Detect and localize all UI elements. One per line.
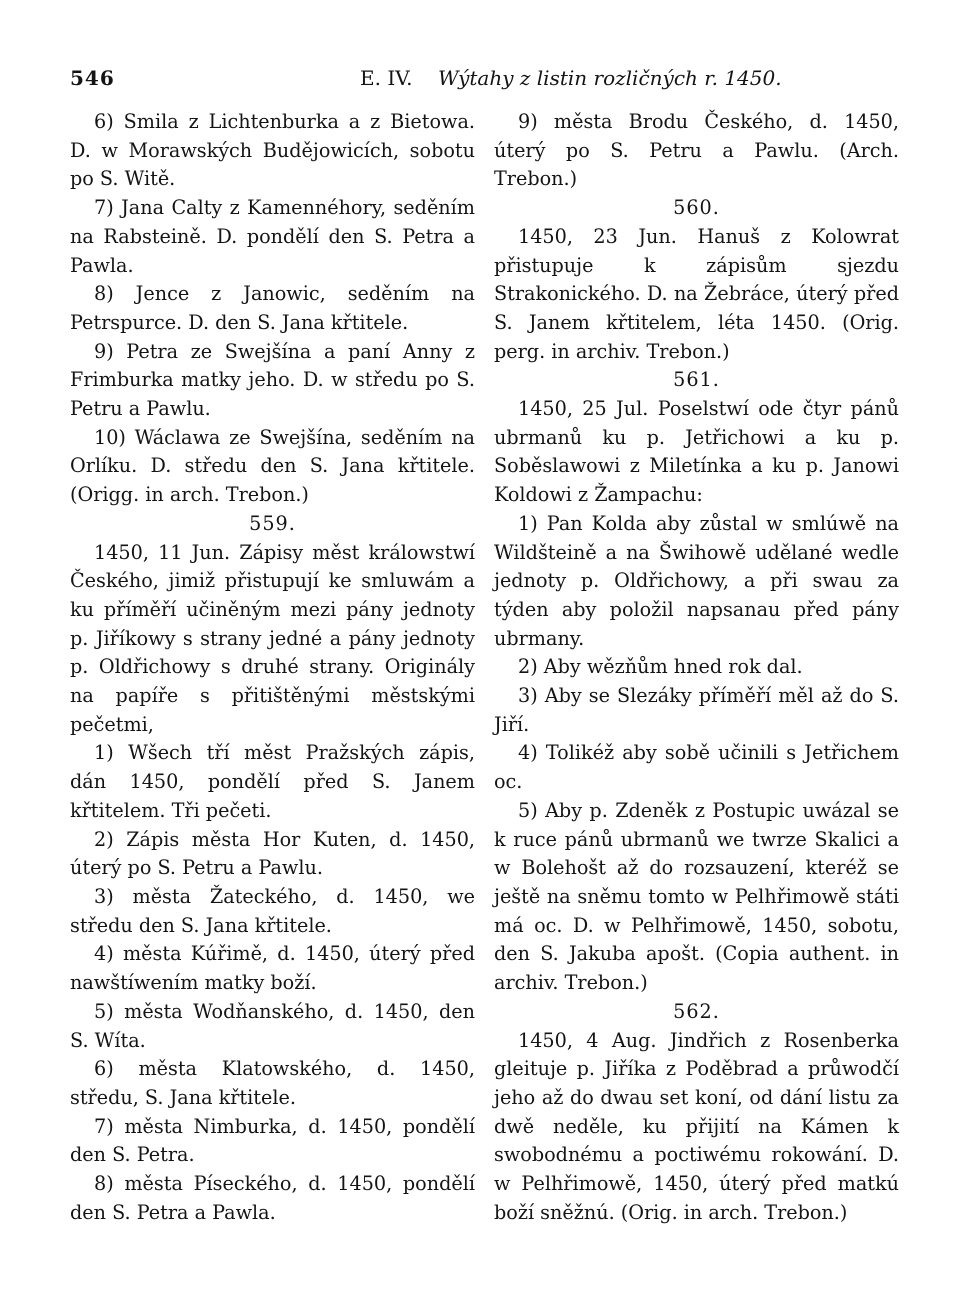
entry-paragraph: 1450, 4 Aug. Jindřich z Rosenberka gleituje p. Jiříka z Poděbrad a průwodčí jeho až do dwau set koní, od dání listu za dwě neděle, ku přijití na Kámen k swobodnému a poctiwému rokowání. D. w Pelhřimowě, 1450, úterý před matkú boží sněžnú. (Orig. in arch. Trebon.) — [494, 1028, 899, 1224]
entry-paragraph: 8) města Píseckého, d. 1450, pondělí den S. Petra a Pawla. — [70, 1172, 475, 1224]
document-number: 561. — [673, 368, 720, 392]
entry-paragraph: 9) města Brodu Českého, d. 1450, úterý po S. Petru a Pawlu. (Arch. Trebon.) — [494, 110, 899, 191]
running-header — [70, 66, 930, 94]
section-label: E. IV. — [360, 66, 413, 90]
running-title — [360, 66, 782, 90]
left-column — [70, 108, 475, 1227]
title-text: Wýtahy z listin rozličných r. 1450. — [437, 66, 782, 90]
entry-paragraph: 6) města Klatowského, d. 1450, středu, S. Jana křtitele. — [70, 1057, 475, 1109]
entry-paragraph: 1450, 23 Jun. Hanuš z Kolowrat přistupuje k zápisům sjezdu Strakonického. D. na Žebráce, úterý před S. Janem křtitelem, léta 1450. (Orig. perg. in archiv. Trebon.) — [494, 224, 899, 363]
right-column — [494, 108, 899, 1227]
entry-paragraph: 2) Zápis města Hor Kuten, d. 1450, úterý po S. Petru a Pawlu. — [70, 827, 475, 880]
entry-paragraph: 3) města Žateckého, d. 1450, we středu den S. Jana křtitele. — [70, 884, 475, 937]
entry-paragraph: 5) Aby p. Zdeněk z Postupic uwázal se k ruce pánů ubrmanů we twrze Skalici a w Bolehošt až do rozsauzení, kteréž se ještě na sněmu tomto w Pelhřimowě státi má oc. D. w Pelhřimowě, 1450, sobotu, den S. Jakuba apošt. (Copia authent. in archiv. Trebon.) — [494, 798, 899, 995]
entry-paragraph: 1) Wšech tří měst Pražských zápis, dán 1450, pondělí před S. Janem křtitelem. Tři pečeti. — [70, 741, 475, 822]
entry-paragraph: 3) Aby se Slezáky příměří měl až do S. Jiří. — [494, 684, 899, 736]
entry-paragraph: 10) Wáclawa ze Swejšína, seděním na Orlíku. D. středu den S. Jana křtitele. (Origg. in arch. Trebon.) — [70, 425, 475, 507]
entry-paragraph: 2) Aby wězňům hned rok dal. — [518, 655, 803, 679]
entry-paragraph: 4) města Kúřimě, d. 1450, úterý před nawštíwením matky boží. — [70, 942, 475, 995]
entry-paragraph: 1) Pan Kolda aby zůstal w smlúwě na Wildšteině a na Šwihowě udělané wedle jednoty p. Oldřichowy, a při swau za týden aby položil napsanau před pány ubrmany. — [494, 511, 899, 650]
entry-paragraph: 5) města Wodňanského, d. 1450, den S. Wíta. — [70, 999, 475, 1052]
entry-paragraph: 7) Jana Calty z Kamennéhory, seděním na Rabsteině. D. pondělí den S. Petra a Pawla. — [70, 196, 475, 277]
entry-paragraph: 7) města Nimburka, d. 1450, pondělí den S. Petra. — [70, 1114, 475, 1167]
document-number: 559. — [249, 511, 296, 535]
entry-paragraph: 6) Smila z Lichtenburka a z Bietowa. D. w Morawských Budějowicích, sobotu po S. Witě. — [70, 110, 475, 191]
entry-paragraph: 1450, 11 Jun. Zápisy měst králowstwí Českého, jimiž přistupují ke smluwám a ku příměří učiněným mezi pány jednoty p. Jiříkowy s strany jedné a pány jednoty p. Oldřichowy s druhé strany. Originály na papíře s přitištěnými městskými pečetmi, — [70, 540, 475, 736]
entry-paragraph: 4) Tolikéž aby sobě učinili s Jetřichem oc. — [494, 741, 899, 794]
page-number: 546 — [70, 66, 115, 90]
entry-paragraph: 1450, 25 Jul. Poselstwí ode čtyr pánů ubrmanů ku p. Jetřichowi a ku p. Soběslawowi z Miletínka a ku p. Janowi Koldowi z Žampachu: — [494, 397, 899, 507]
document-number: 562. — [673, 999, 720, 1023]
document-number: 560. — [673, 196, 720, 220]
entry-paragraph: 9) Petra ze Swejšína a paní Anny z Frimburka matky jeho. D. w středu po S. Petru a Pawlu. — [70, 339, 475, 421]
entry-paragraph: 8) Jence z Janowic, seděním na Petrspurce. D. den S. Jana křtitele. — [70, 282, 475, 334]
